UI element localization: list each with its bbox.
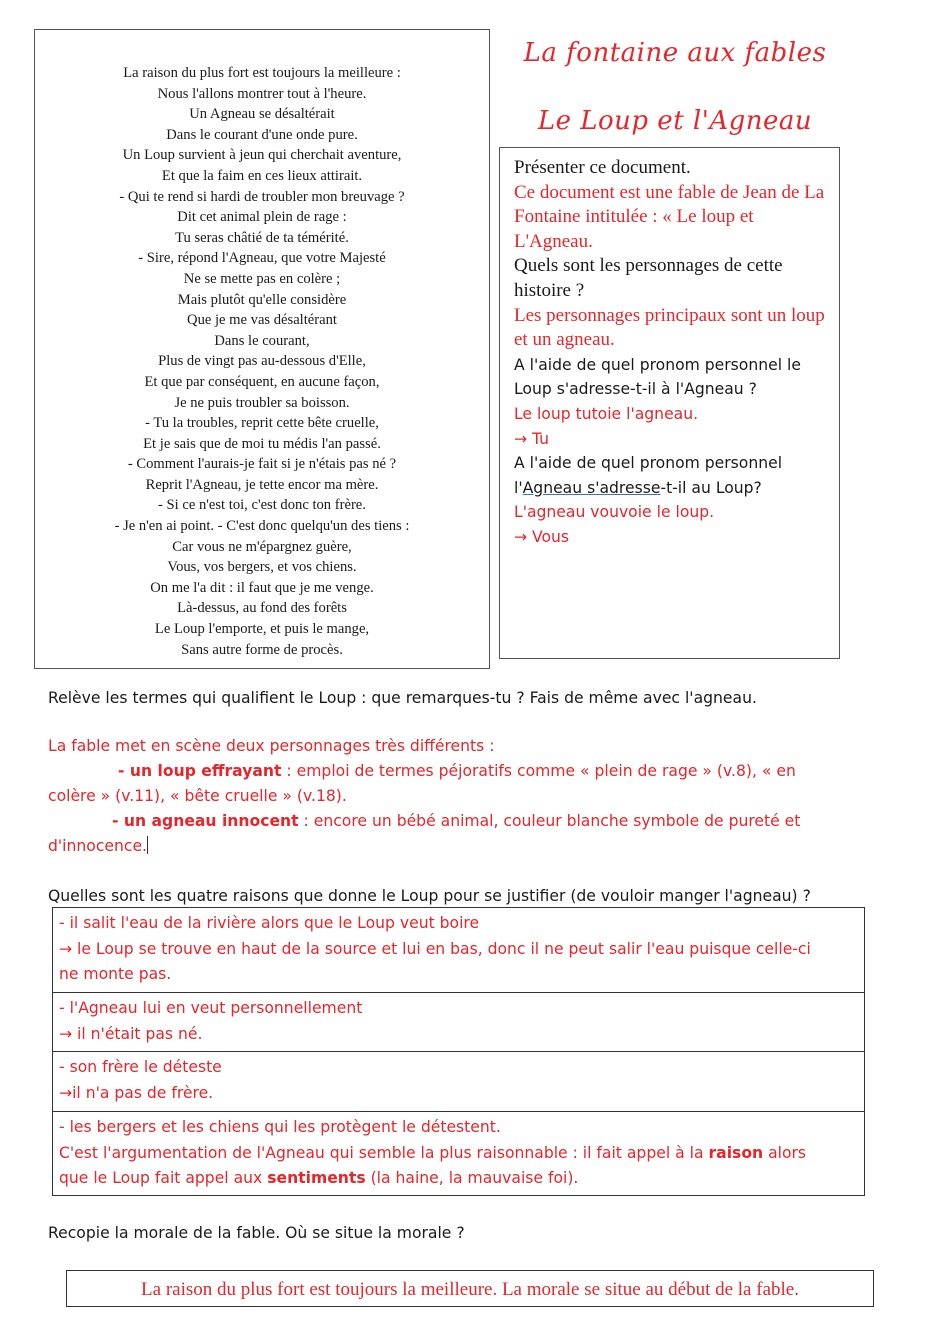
poem-line: Dit cet animal plein de rage : [177,209,347,226]
answer-wolf-pronoun-result: → Tu [514,429,550,448]
poem-line: La raison du plus fort est toujours la meilleure : [123,65,401,81]
table-row: - les bergers et les chiens qui les protègent le détestent. C'est l'argumentation de l'Agneau qui semble la plus raisonnable : il fait appel à la raison alors que le Loup fait appel aux sentiments (la haine, la mauvaise foi). [59,1118,807,1187]
poem-line: Je ne puis troubler sa boisson. [174,394,350,411]
table-row: - l'Agneau lui en veut personnellement → il n'était pas né. [53,993,864,1052]
poem-line: - Sire, répond l'Agneau, que votre Majesté [138,250,386,267]
poem-line: - Comment l'aurais-je fait si je n'étais pas né ? [127,456,397,473]
moral-answer-box: La raison du plus fort est toujours la meilleure. La morale se situe au début de la fable. [66,1270,874,1307]
poem-line: Ne se mette pas en colère ; [183,270,341,287]
table-row: - son frère le déteste →il n'a pas de frère. [53,1052,864,1112]
poem-line: Là-dessus, au fond des forêts [177,600,347,617]
poem-line: Un Loup survient à jeun qui cherchait aventure, [122,147,402,164]
answer-qualifiers [48,734,800,859]
poem-line: - Qui te rend si hardi de troubler mon breuvage ? [119,188,405,205]
poem-line: Tu seras châtié de ta témérité. [175,229,349,246]
poem-line: On me l'a dit : il faut que je me venge. [150,579,374,596]
poem-line: Le Loup l'emporte, et puis le mange, [154,621,370,638]
answer-wolf: - un loup effrayant : emploi de termes péjoratifs comme « plein de rage » (v.8), « en [118,762,796,780]
question-present: Présenter ce document. [514,157,691,178]
poem-line: Un Agneau se désaltérait [189,106,335,123]
poem-line: Dans le courant, [214,332,310,349]
question-lamb-pronoun: A l'aide de quel pronom personnel l'Agneau s'adresse-t-il au Loup? [514,454,783,497]
qa-box [499,147,840,659]
answer-lamb: - un agneau innocent : encore un bébé animal, couleur blanche symbole de pureté et [112,812,801,830]
question-moral: Recopie la morale de la fable. Où se situe la morale ? [48,1224,465,1242]
answer-lamb-pronoun: L'agneau vouvoie le loup. [514,503,715,522]
poem-line: Vous, vos bergers, et vos chiens. [167,559,357,576]
fable-title: Le Loup et l'Agneau [537,106,813,136]
poem-text [35,63,489,660]
question-characters: Quels sont les personnages de cette histoire ? [514,255,783,301]
poem-line: Plus de vingt pas au-dessous d'Elle, [158,353,366,370]
answer-characters: Les personnages principaux sont un loup et un agneau. [514,304,825,351]
answer-wolf-pronoun: Le loup tutoie l'agneau. [514,404,699,423]
answer-lamb-cont: d'innocence. [48,837,147,855]
table-row: - il salit l'eau de la rivière alors que le Loup veut boire → le Loup se trouve en haut de la source et lui en bas, donc il ne peut salir l'eau puisque celle-ci ne monte pas. [53,908,864,993]
poem-box [34,29,490,669]
poem-line: - Tu la troubles, reprit cette bête cruelle, [145,415,379,432]
poem-line: Nous l'allons montrer tout à l'heure. [157,85,367,102]
poem-line: Mais plutôt qu'elle considère [177,291,347,308]
poem-line: Et que par conséquent, en aucune façon, [144,373,380,390]
answer-present: Ce document est une fable de Jean de La Fontaine intitulée : « Le loup et L'Agneau. [514,181,825,252]
poem-line: - Je n'en ai point. - C'est donc quelqu'un des tiens : [114,518,410,535]
poem-line: Et que la faim en ces lieux attirait. [161,167,363,184]
poem-line: Et je sais que de moi tu médis l'an passé. [143,435,381,452]
question-wolf-pronoun: A l'aide de quel pronom personnel le Loup s'adresse-t-il à l'Agneau ? [514,355,801,399]
question-qualifiers: Relève les termes qui qualifient le Loup : que remarques-tu ? Fais de même avec l'agneau. [48,689,757,707]
poem-line: Car vous ne m'épargnez guère, [172,538,352,555]
reasons-table [52,907,865,1196]
poem-line: Que je me vas désaltérant [187,312,337,329]
text-cursor [147,836,148,854]
answer-lamb-pronoun-result: → Vous [514,527,570,546]
answer-intro: La fable met en scène deux personnages très différents : [48,737,495,755]
question-reasons: Quelles sont les quatre raisons que donne le Loup pour se justifier (de vouloir manger l'agneau) ? [48,887,811,905]
poem-line: - Si ce n'est toi, c'est donc ton frère. [158,497,366,514]
poem-line: Reprit l'Agneau, je tette encor ma mère. [145,476,379,493]
answer-wolf-cont: colère » (v.11), « bête cruelle » (v.18). [48,787,347,805]
poem-line: Sans autre forme de procès. [181,641,343,658]
main-title: La fontaine aux fables [523,38,827,68]
poem-line: Dans le courant d'une onde pure. [166,126,358,143]
